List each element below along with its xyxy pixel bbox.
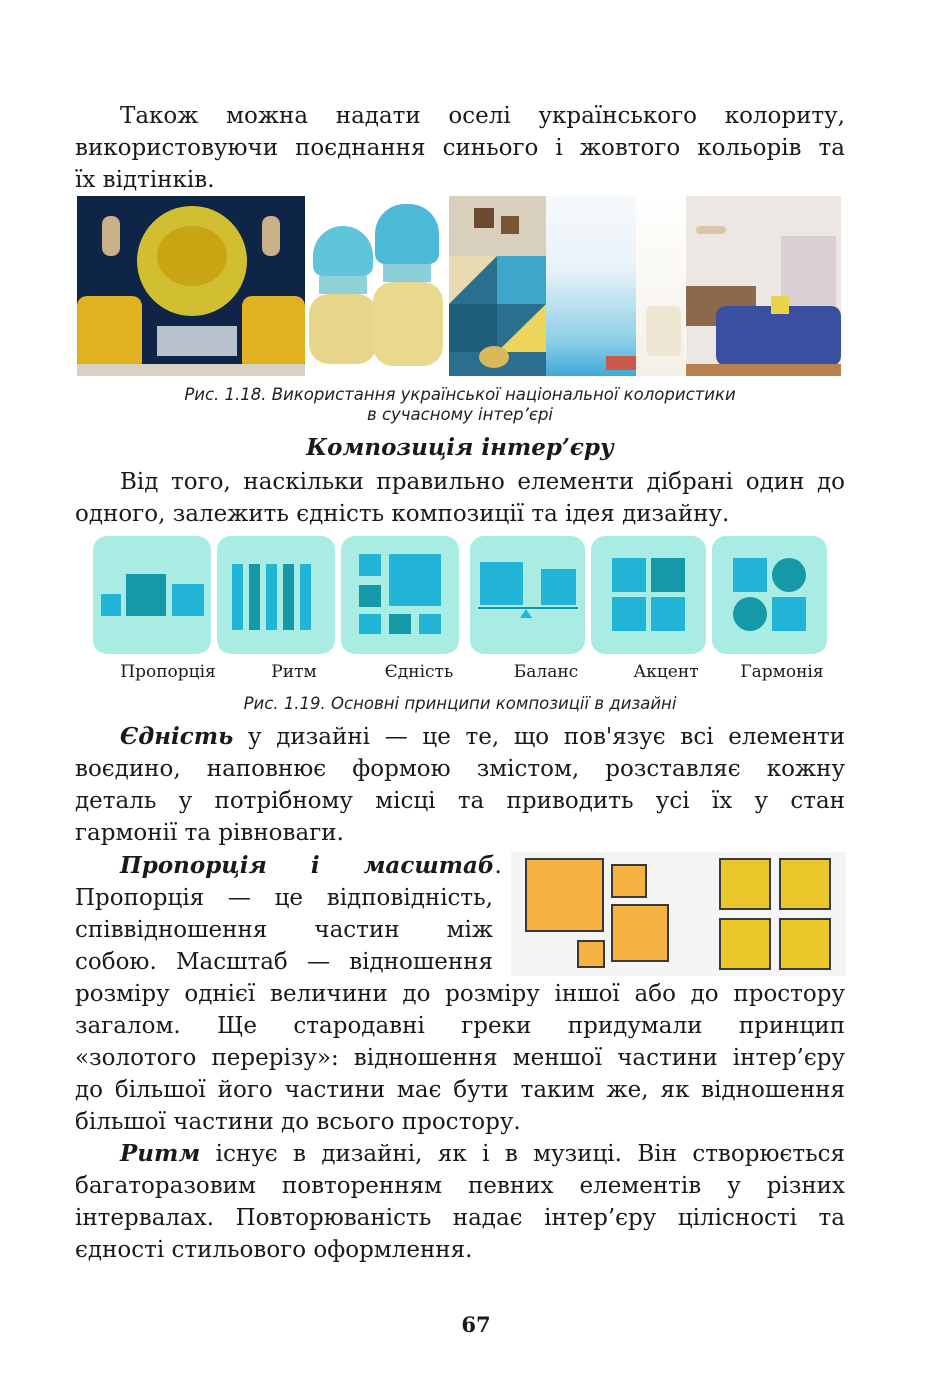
principle-label-unity: Єдність	[384, 662, 454, 682]
proportion-line-8: до більшої його частини має бути таким же, як відношення	[75, 1077, 845, 1103]
principle-label-balance: Баланс	[513, 662, 579, 682]
principle-label-proportion: Пропорція	[120, 662, 216, 682]
figure-1-18-caption-line-2: в сучасному інтер’єрі	[366, 405, 554, 424]
rhythm-line-2: багаторазовим повторенням певних елементів у різних	[75, 1173, 845, 1199]
proportion-line-2: Пропорція — це відповідність,	[75, 885, 493, 911]
geometric-rug-photo	[449, 196, 546, 376]
proportion-line-7: «золотого перерізу»: відношення меншої частини інтер’єру	[75, 1045, 845, 1071]
page-number: 67	[461, 1312, 491, 1337]
principle-label-accent: Акцент	[633, 662, 699, 682]
principle-label-rhythm: Ритм	[271, 662, 317, 682]
section-heading: Композиція інтер’єру	[306, 434, 614, 461]
figure-1-19-caption: Рис. 1.19. Основні принципи композиції в дизайні	[243, 694, 677, 713]
proportion-line-1	[75, 850, 502, 882]
rhythm-term: Ритм	[120, 1140, 201, 1167]
rhythm-icon	[217, 536, 335, 654]
proportion-term-dot: .	[494, 853, 502, 879]
balance-icon	[470, 536, 585, 654]
composition-line-1: Від того, наскільки правильно елементи дібрані один до	[120, 469, 845, 495]
figure-1-18-caption	[75, 385, 845, 425]
rhythm-line-1-rest: існує в дизайні, як і в музиці. Він створюється	[200, 1141, 845, 1167]
unity-term: Єдність	[120, 723, 234, 750]
rhythm-line-4: єдності стильового оформлення.	[75, 1237, 473, 1263]
intro-paragraph	[75, 100, 845, 196]
harmony-icon	[712, 536, 827, 654]
rhythm-line-3: інтервалах. Повторюваність надає інтер’єру цілісності та	[75, 1205, 845, 1231]
proportion-term: Пропорція і масштаб	[120, 852, 495, 879]
proportion-line-9: більшої частини до всього простору.	[75, 1109, 521, 1135]
blue-sofa-room-photo	[686, 196, 841, 376]
unity-line-1-rest: у дизайні — це те, що пов'язує всі елементи	[233, 724, 845, 750]
rhythm-paragraph	[75, 1138, 845, 1266]
unity-line-4: гармонії та рівноваги.	[75, 820, 344, 846]
blue-yellow-vases-photo	[305, 196, 448, 376]
proportion-line-4: собою. Масштаб — відношення	[75, 949, 493, 975]
yellow-armchairs-photo	[77, 196, 305, 376]
intro-line-1: Також можна надати оселі українського колориту,	[120, 103, 845, 129]
proportion-line-5: розміру однієї величини до розміру іншої або до простору	[75, 981, 845, 1007]
principle-label-harmony: Гармонія	[740, 662, 824, 682]
unity-paragraph	[75, 721, 845, 849]
proportion-paragraph-top	[75, 850, 502, 978]
composition-paragraph	[75, 466, 845, 530]
accent-icon	[591, 536, 706, 654]
figure-1-18-caption-line-1: Рис. 1.18. Використання української національної колористики	[184, 385, 736, 404]
gradient-curtains-photo	[546, 196, 685, 376]
intro-line-2: використовуючи поєднання синього і жовтого кольорів та	[75, 135, 845, 161]
composition-line-2: одного, залежить єдність композиції та ідея дизайну.	[75, 501, 730, 527]
unity-icon	[341, 536, 459, 654]
proportion-icon	[93, 536, 211, 654]
proportion-paragraph-bottom	[75, 978, 845, 1138]
unity-line-3: деталь у потрібному місці та приводить усі їх у стан	[75, 788, 845, 814]
proportion-scale-figure	[511, 852, 846, 976]
intro-line-3: їх відтінків.	[75, 167, 215, 193]
rhythm-line-1	[75, 1138, 845, 1170]
proportion-line-6: загалом. Ще стародавні греки придумали принцип	[75, 1013, 845, 1039]
unity-line-2: воєдино, наповнює формою змістом, розставляє кожну	[75, 756, 845, 782]
proportion-line-3: співвідношення частин між	[75, 917, 493, 943]
unity-line-1	[75, 721, 845, 753]
